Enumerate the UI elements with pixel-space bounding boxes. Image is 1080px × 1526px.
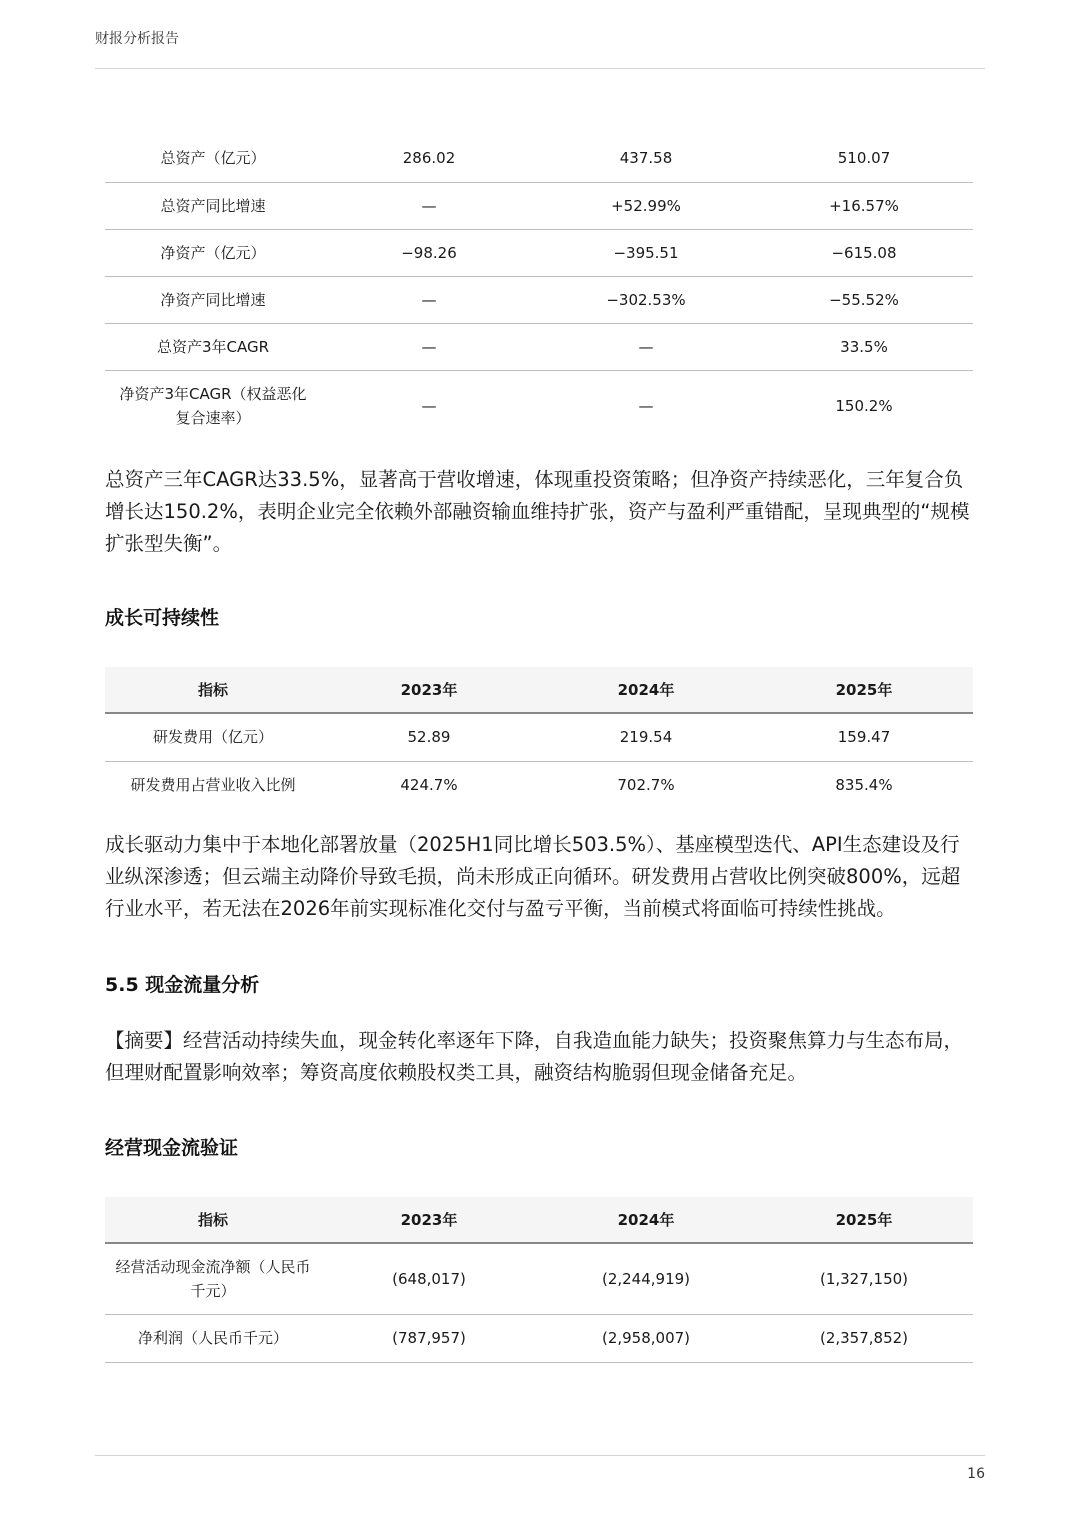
table-header-cell: 2023年 [321,1197,537,1243]
table-cell: −302.53% [537,276,755,323]
table-cell: 净利润（人民币千元） [105,1314,321,1362]
header-divider [95,68,985,69]
table-cell: −615.08 [755,229,973,276]
table-header-cell: 2023年 [321,667,537,713]
table-header-cell: 2025年 [755,667,973,713]
table-cell: 835.4% [835,775,893,794]
table-cell: — [638,397,654,416]
table-header-row [105,667,973,713]
table-header-cell: 2024年 [537,1197,755,1243]
table-cell: 159.47 [755,713,973,761]
table-row [105,370,973,442]
table-cell: 52.89 [321,713,537,761]
table-cell: 424.7% [400,775,458,794]
report-header-title: 财报分析报告 [95,31,179,47]
table-cell: 净资产3年CAGR（权益恶化复合速率） [119,385,307,428]
table-header-cell: 2024年 [537,667,755,713]
asset-table [105,135,973,442]
table-header-row [105,1197,973,1243]
table-cell: — [321,276,537,323]
table-row [105,761,973,808]
table-header-cell: 2025年 [755,1197,973,1243]
table-row [105,276,973,323]
table-cell: 研发费用占营业收入比例 [130,775,296,794]
table-cell: 经营活动现金流净额（人民币千元） [105,1243,321,1314]
table-cell: (2,958,007) [537,1314,755,1362]
table-cell: +52.99% [537,182,755,229]
table-cell: 286.02 [321,135,537,182]
table-cell: 437.58 [537,135,755,182]
table-cell: — [537,323,755,370]
table-row [105,323,973,370]
table-row [105,713,973,761]
section-heading-cashflow: 5.5 现金流量分析 [105,974,260,996]
table-cell: — [421,397,437,416]
section-heading-operating-cashflow: 经营现金流验证 [105,1137,239,1159]
table-cell: −395.51 [537,229,755,276]
page-number: 16 [967,1466,985,1482]
table-cell: 研发费用（亿元） [105,713,321,761]
table-cell: — [321,323,537,370]
table-cell: (648,017) [321,1243,537,1314]
table-cell: (787,957) [321,1314,537,1362]
table-cell: — [321,182,537,229]
operating-cashflow-table [105,1197,973,1363]
table-cell: (2,244,919) [537,1243,755,1314]
cashflow-summary-paragraph: 【摘要】经营活动持续失血，现金转化率逐年下降，自我造血能力缺失；投资聚焦算力与生态布局，但理财配置影响效率；筹资高度依赖股权类工具，融资结构脆弱但现金储备充足。 [105,1029,964,1084]
table-cell: 33.5% [755,323,973,370]
table-cell: 总资产（亿元） [105,135,321,182]
table-cell: 净资产（亿元） [105,229,321,276]
table-cell: (1,327,150) [755,1243,973,1314]
table-row [105,1243,973,1314]
asset-analysis-paragraph: 总资产三年CAGR达33.5%，显著高于营收增速，体现重投资策略；但净资产持续恶化，三年复合负增长达150.2%，表明企业完全依赖外部融资输血维持扩张，资产与盈利严重错配，呈现典型的“规模扩张型失衡”。 [105,468,970,555]
table-cell: 总资产同比增速 [105,182,321,229]
table-row [105,135,973,182]
table-cell: 总资产3年CAGR [105,323,321,370]
table-cell: (2,357,852) [755,1314,973,1362]
rd-table [105,667,973,808]
table-row [105,1314,973,1362]
table-cell: +16.57% [755,182,973,229]
table-cell: −98.26 [321,229,537,276]
table-cell: 219.54 [537,713,755,761]
table-cell: 150.2% [835,397,893,416]
table-cell: 702.7% [617,775,675,794]
table-cell: 510.07 [755,135,973,182]
table-row [105,229,973,276]
table-header-cell: 指标 [105,667,321,713]
table-cell: −55.52% [755,276,973,323]
table-row [105,182,973,229]
table-cell: 净资产同比增速 [105,276,321,323]
section-heading-growth: 成长可持续性 [105,607,220,629]
growth-analysis-paragraph: 成长驱动力集中于本地化部署放量（2025H1同比增长503.5%）、基座模型迭代、API生态建设及行业纵深渗透；但云端主动降价导致毛损，尚未形成正向循环。研发费用占营收比例突破800%，远超行业水平，若无法在2026年前实现标准化交付与盈亏平衡，当前模式将面临可持续性挑战。 [105,833,961,920]
table-header-cell: 指标 [105,1197,321,1243]
footer-divider [95,1455,985,1456]
